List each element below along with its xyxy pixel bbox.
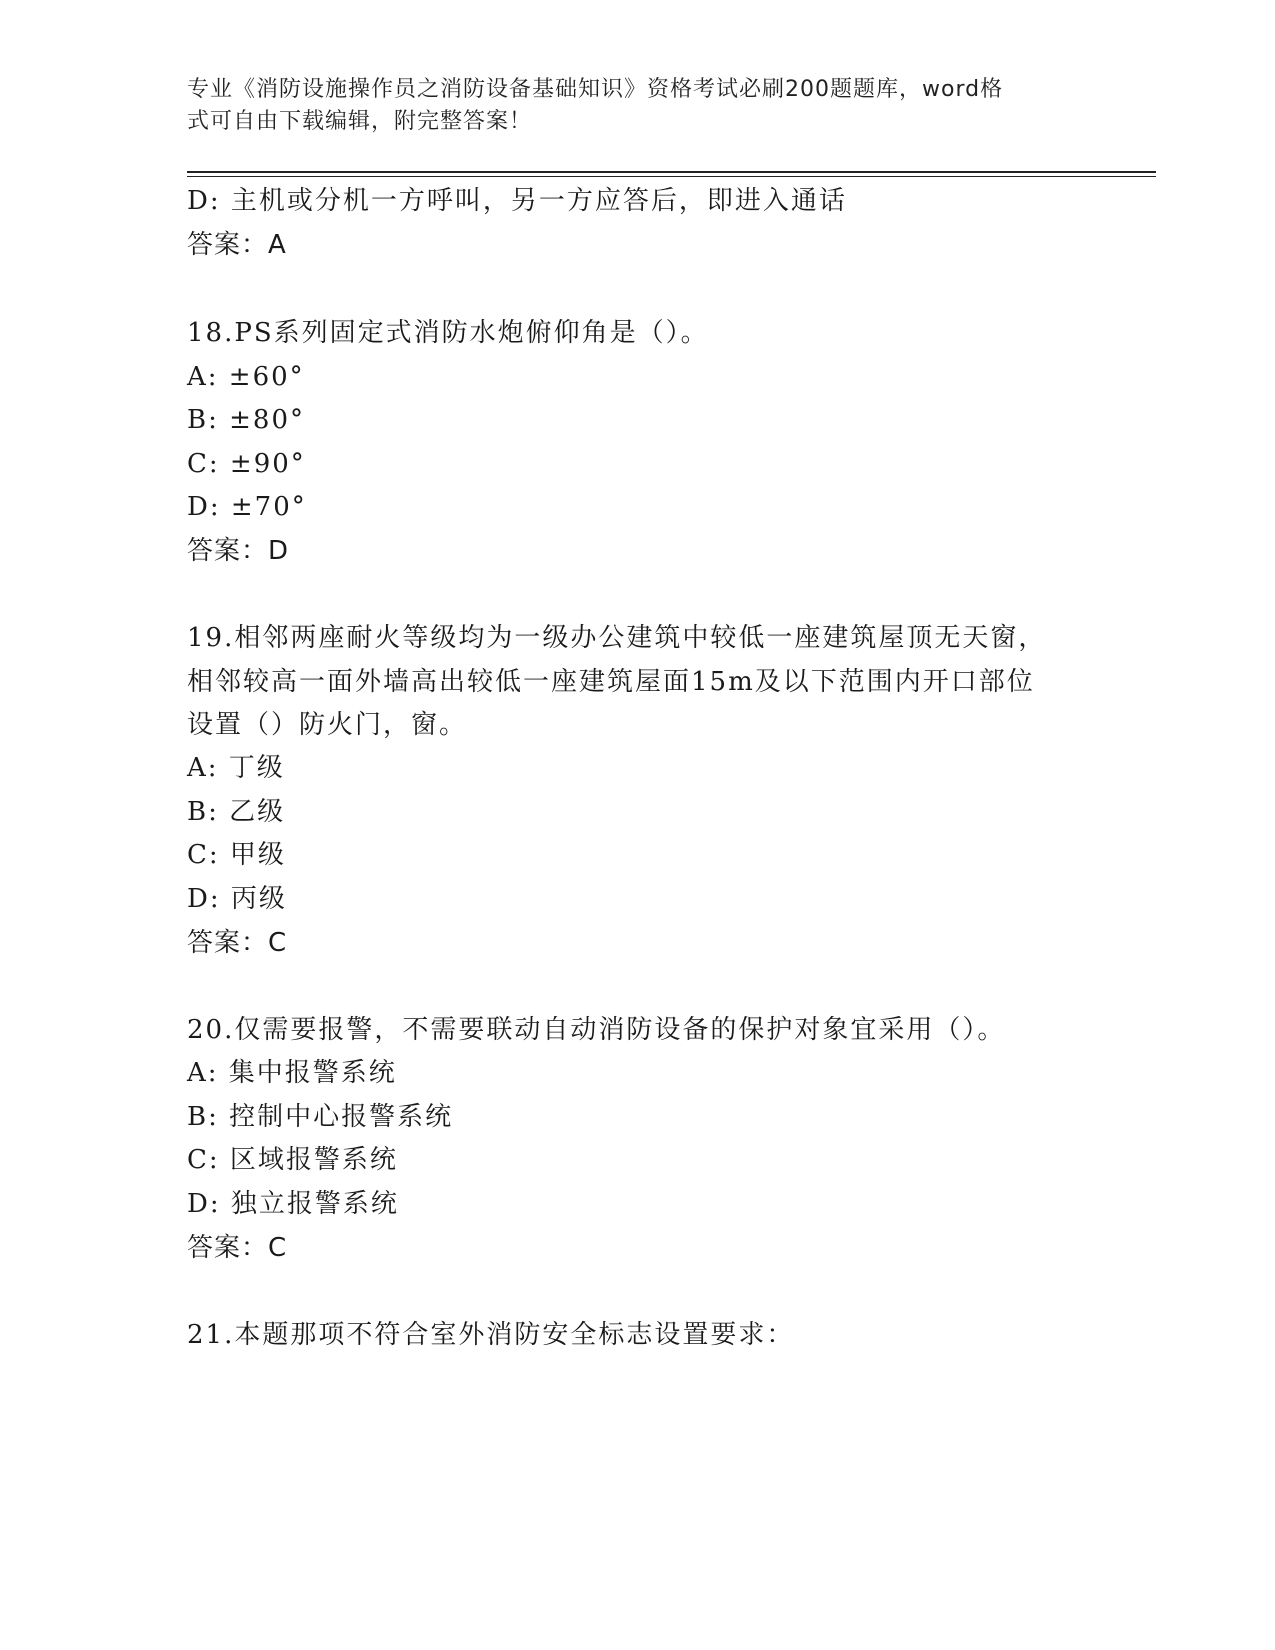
q19-option-b: B: 乙级 — [187, 797, 286, 827]
q20-option-b: B: 控制中心报警系统 — [187, 1102, 454, 1132]
q19-option-a: A: 丁级 — [187, 753, 285, 783]
q19-answer: 答案：C — [187, 928, 288, 958]
q19-option-d: D: 丙级 — [187, 884, 287, 914]
q17-option-d: D: 主机或分机一方呼叫，另一方应答后，即进入通话 — [187, 186, 847, 216]
header-line-1: 专业《消防设施操作员之消防设备基础知识》资格考试必刷200题题库，word格 — [187, 77, 1004, 102]
header-rule-top — [187, 171, 1156, 173]
header-line-2: 式可自由下载编辑，附完整答案！ — [187, 109, 533, 134]
q20-option-a: A: 集中报警系统 — [187, 1058, 397, 1088]
q18-option-a: A: ±60° — [187, 362, 305, 392]
q20-answer: 答案：C — [187, 1233, 288, 1263]
q19-stem-line-2: 相邻较高一面外墙高出较低一座建筑屋面15m及以下范围内开口部位 — [187, 667, 1035, 697]
q19-stem-line-3: 设置（）防火门，窗。 — [187, 710, 468, 740]
q18-option-d: D: ±70° — [187, 492, 307, 522]
q21-stem: 21.本题那项不符合室外消防安全标志设置要求： — [187, 1320, 795, 1350]
q18-answer: 答案：D — [187, 536, 290, 566]
q19-option-c: C: 甲级 — [187, 840, 286, 870]
q20-option-c: C: 区域报警系统 — [187, 1145, 398, 1175]
q20-option-d: D: 独立报警系统 — [187, 1189, 399, 1219]
q18-option-c: C: ±90° — [187, 449, 306, 479]
q17-answer: 答案：A — [187, 230, 287, 260]
header-rule-bottom — [187, 176, 1156, 177]
q19-stem-line-1: 19.相邻两座耐火等级均为一级办公建筑中较低一座建筑屋顶无天窗， — [187, 623, 1047, 653]
q20-stem: 20.仅需要报警，不需要联动自动消防设备的保护对象宜采用（）。 — [187, 1015, 1006, 1045]
document-header — [187, 74, 1067, 138]
q18-option-b: B: ±80° — [187, 405, 305, 435]
q18-stem: 18.PS系列固定式消防水炮俯仰角是（）。 — [187, 318, 709, 348]
